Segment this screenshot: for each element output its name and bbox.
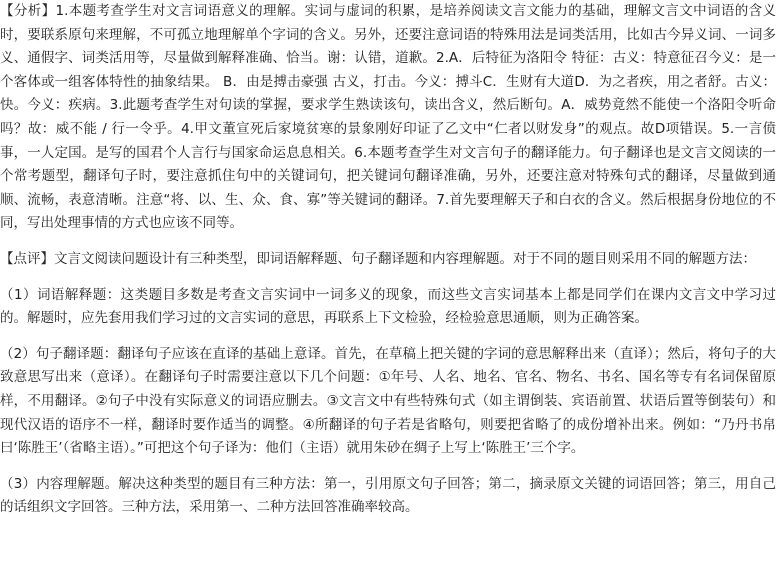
comment-text: 文言文阅读问题设计有三种类型，即词语解释题、句子翻译题和内容理解题。对于不同的题目则采用不同的解题方法：: [54, 250, 756, 267]
analysis-text: 1.本题考查学生对文言词语意义的理解。实词与虚词的积累，是培养阅读文言文能力的基础，理解文言文中词语的含义时，要联系原句来理解，不可孤立地理解单个字词的含义。另外，还要注意词语的特殊用法是词类活用，比如古今异义词、一词多义、通假字、词类活用等，尽量做到解释准确、恰当。谢：认错，道歉。2.A．后特征为洛阳令 特征：古义：特意征召今义：是一个客体或一组客体特性的抽象结果。 B．由是搏击豪强 古义，打击。今义：搏斗C．生财有大道D．为之者疾，用之者舒。古义：快。今义：疾病。3.此题考查学生对句读的掌握，要求学生熟读该句，读出含义，然后断句。A．威势竟然不能使一个洛阳令听命吗？故：威不能 / 行一令乎。4.甲文董宣死后家境贫寒的景象刚好印证了乙文中“仁者以财发身”的观点。故D项错误。5.一言偾事，一人定国。是写的国君个人言行与国家命运息息相关。6.本题考查学生对文言句子的翻译能力。句子翻译也是文言文阅读的一个常考题型，翻译句子时，要注意抓住句中的关键词句，把关键词句翻译准确，另外，还要注意对特殊句式的翻译，尽量做到通顺、流畅，表意清晰。注意“将、以、生、众、食、寡”等关键词的翻译。7.首先要理解天子和白衣的含义。然后根据身份地位的不同，写出处理事情的方式也应该不同等。: [0, 3, 776, 232]
comment-paragraph: [0, 248, 776, 272]
comment-tag: 【点评】: [0, 250, 54, 267]
method-item-sentence-translation: （2）句子翻译题：翻译句子应该在直译的基础上意译。首先，在草稿上把关键的字词的意思解释出来（直译）；然后，将句子的大致意思写出来（意译）。在翻译句子时需要注意以下几个问题：①年号、人名、地名、官名、物名、书名、国名等专有名词保留原样，不用翻译。②句子中没有实际意义的词语应删去。③文言文中有些特殊句式（如主谓倒装、宾语前置、状语后置等倒装句）和现代汉语的语序不一样，翻译时要作适当的调整。④所翻译的句子若是省略句，则要把省略了的成份增补出来。例如：“乃丹书帛曰‘陈胜王’（省略主语）。”可把这个句子译为：他们（主语）就用朱砂在绸子上写上‘陈胜王’三个字。: [0, 345, 776, 457]
analysis-tag: 【分析】: [0, 3, 56, 19]
method-item-word-explanation: （1）词语解释题：这类题目多数是考查文言实词中一词多义的现象，而这些文言实词基本上都是同学们在课内文言文中学习过的。解题时，应先套用我们学习过的文言实词的意思，再联系上下文检验，经检验意思通顺，则为正确答案。: [0, 286, 776, 327]
analysis-paragraph: [0, 0, 776, 236]
method-item-content-understanding: （3）内容理解题。解决这种类型的题目有三种方法：第一，引用原文句子回答；第二，摘录原文关键的词语回答；第三，用自己的话组织文字回答。三种方法，采用第一、二种方法回答准确率较高。: [0, 475, 776, 516]
